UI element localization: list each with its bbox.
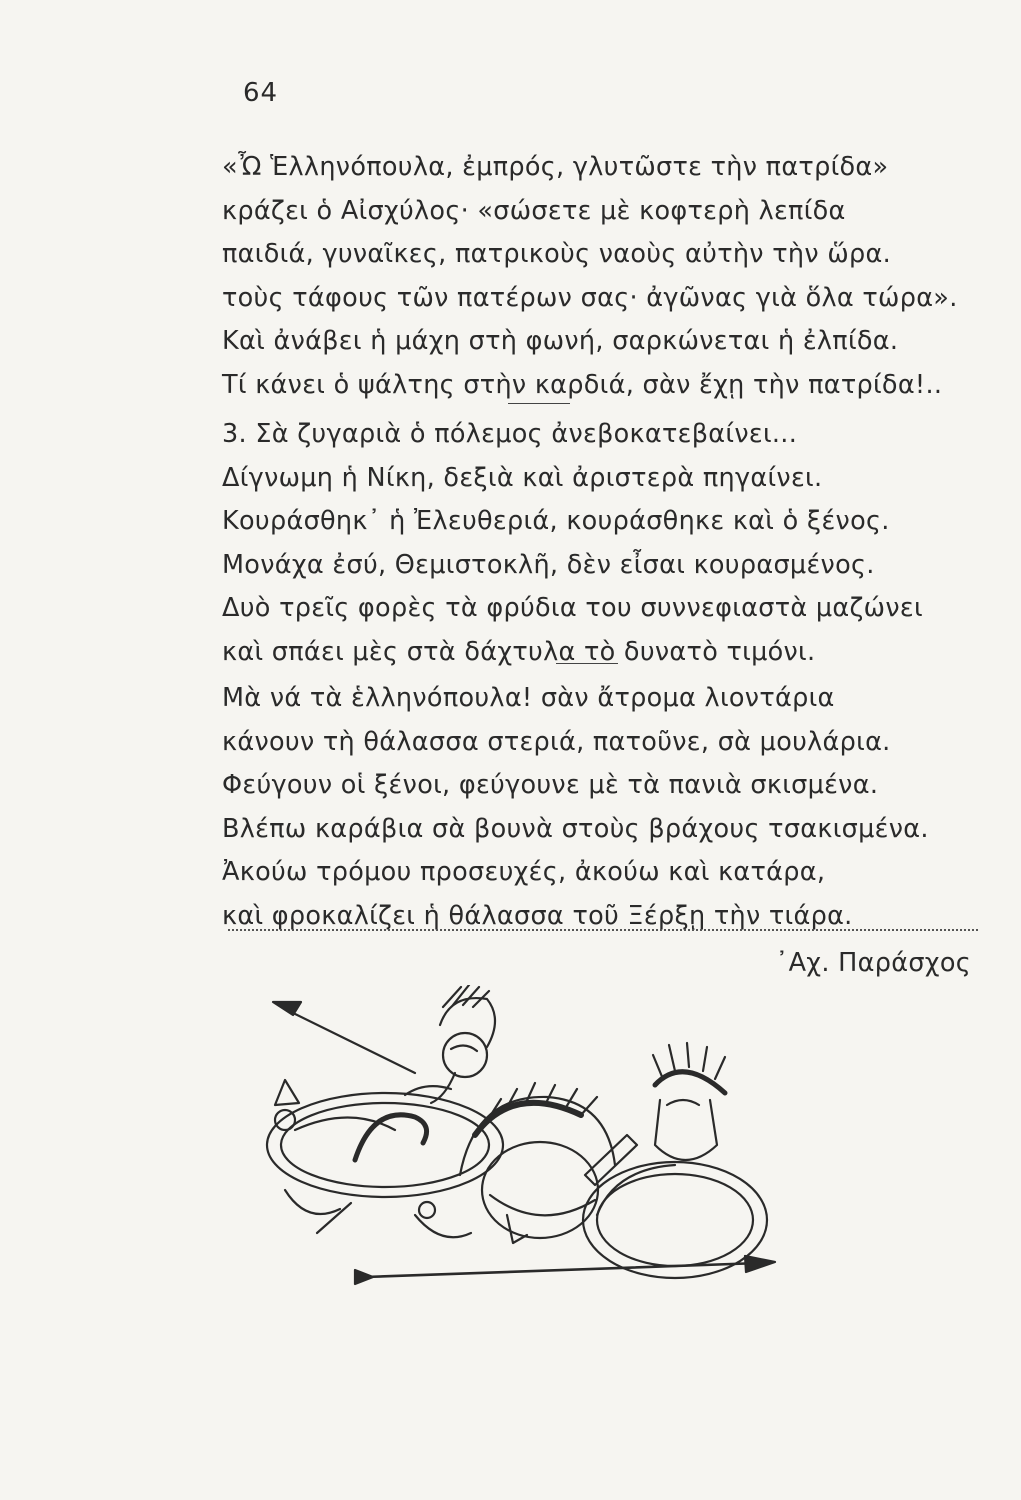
section-divider [556,663,618,664]
page-number: 64 [243,78,279,108]
poem-line: καὶ φροκαλίζει ἡ θάλασσα τοῦ Ξέρξῃ τὴν τιάρα. [222,900,853,931]
dotted-rule [228,929,978,931]
poem-stanza-1 [222,146,1002,407]
poem-line: Βλέπω καράβια σὰ βουνὰ στοὺς βράχους τσακισμένα. [222,813,929,844]
poem-line: Φεύγουν οἱ ξένοι, φεύγουνε μὲ τὰ πανιὰ σκισμένα. [222,770,879,800]
poem-line: Μονάχα ἐσύ, Θεμιστοκλῆ, δὲν εἶσαι κουρασμένος. [222,549,875,580]
poem-line: κράζει ὁ Αἰσχύλος· «σώσετε μὲ κοφτερὴ λεπίδα [222,195,846,226]
poem-line: Τί κάνει ὁ ψάλτης στὴν καρδιά, σὰν ἔχῃ τὴν πατρίδα!.. [222,369,943,400]
poem-line: «Ὦ Ἑλληνόπουλα, ἐμπρός, γλυτῶστε τὴν πατρίδα» [222,152,889,182]
poem-stanza-2 [222,413,1002,674]
poem-author: ᾽Αχ. Παράσχος [775,948,971,978]
poem-line: καὶ σπάει μὲς στὰ δάχτυλα τὸ δυνατὸ τιμόνι. [222,636,816,667]
section-divider [508,403,570,404]
fallen-armor-helmets-shields-spears-icon [255,985,785,1315]
poem-stanza-3 [222,677,1002,938]
poem-line: Μὰ νά τὰ ἑλληνόπουλα! σὰν ἄτρομα λιοντάρια [222,683,835,713]
poem-line: κάνουν τὴ θάλασσα στεριά, πατοῦνε, σὰ μουλάρια. [222,726,891,757]
poem-line: Κουράσθηκ᾽ ἡ Ἐλευθεριά, κουράσθηκε καὶ ὁ ξένος. [222,506,890,536]
poem-line: Δίγνωμη ἡ Νίκη, δεξιὰ καὶ ἀριστερὰ πηγαίνει. [222,462,823,493]
poem-line: τοὺς τάφους τῶν πατέρων σας· ἀγῶνας γιὰ ὅλα τώρα». [222,282,958,313]
poem-line: Καὶ ἀνάβει ἡ μάχη στὴ φωνή, σαρκώνεται ἡ ἐλπίδα. [222,326,899,356]
poem-line: Ἀκούω τρόμου προσευχές, ἀκούω καὶ κατάρα, [222,857,826,887]
poem-line: παιδιά, γυναῖκες, πατρικοὺς ναοὺς αὐτὴν τὴν ὥρα. [222,239,891,269]
poem-line: 3. Σὰ ζυγαριὰ ὁ πόλεμος ἀνεβοκατεβαίνει... [222,419,798,449]
poem-line: Δυὸ τρεῖς φορὲς τὰ φρύδια του συννεφιαστὰ μαζώνει [222,593,923,623]
